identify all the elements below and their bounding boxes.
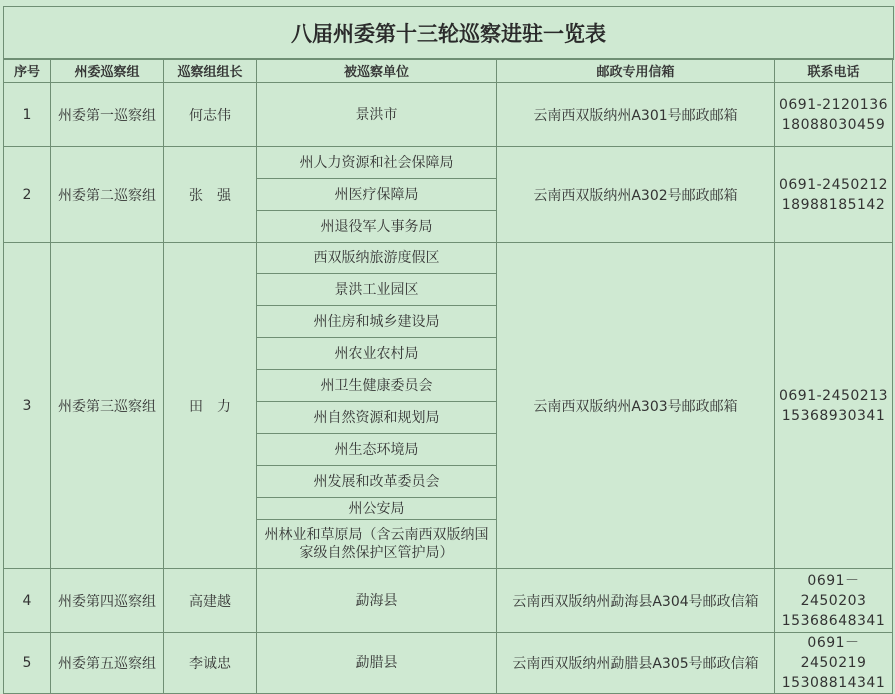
- phone-number: 0691-2450213: [778, 387, 889, 404]
- table-row: [4, 633, 893, 694]
- cell-units[interactable]: [257, 83, 497, 147]
- table-row: [4, 83, 893, 147]
- cell-team[interactable]: 州委第一巡察组: [51, 83, 164, 147]
- table-row: [4, 569, 893, 633]
- cell-phone[interactable]: [775, 147, 893, 243]
- cell-mailbox[interactable]: 云南西双版纳州A301号邮政邮箱: [497, 83, 775, 147]
- cell-phone[interactable]: [775, 83, 893, 147]
- unit-item: 景洪市: [355, 106, 398, 123]
- phone-number: 0691－2450203: [800, 572, 867, 609]
- phone-number: 0691-2450212: [778, 176, 889, 193]
- table-row: [4, 243, 893, 569]
- header-units: 被巡察单位: [257, 59, 497, 83]
- header-mailbox: 邮政专用信箱: [497, 59, 775, 83]
- phone-number: 18088030459: [781, 116, 886, 133]
- header-leader: 巡察组组长: [164, 59, 257, 83]
- cell-team[interactable]: 州委第四巡察组: [51, 569, 164, 633]
- cell-seq[interactable]: 1: [4, 83, 51, 147]
- header-phone: 联系电话: [775, 59, 893, 83]
- header-team: 州委巡察组: [51, 59, 164, 83]
- phone-number: 0691－2450219: [800, 635, 867, 671]
- header-seq: 序号: [4, 59, 51, 83]
- cell-team[interactable]: 州委第二巡察组: [51, 147, 164, 243]
- unit-item: 州生态环境局: [257, 434, 496, 466]
- phone-number: 15308814341: [781, 675, 886, 691]
- cell-seq[interactable]: 5: [4, 633, 51, 694]
- unit-item: 州医疗保障局: [257, 179, 496, 211]
- patrol-table: [3, 58, 893, 694]
- unit-item: 州农业农村局: [257, 338, 496, 370]
- unit-item: 勐海县: [355, 592, 398, 609]
- unit-item: 州住房和城乡建设局: [257, 306, 496, 338]
- header-row: [4, 59, 893, 83]
- cell-team[interactable]: 州委第五巡察组: [51, 633, 164, 694]
- cell-leader[interactable]: 李诚忠: [164, 633, 257, 694]
- cell-team[interactable]: 州委第三巡察组: [51, 243, 164, 569]
- unit-item: 州人力资源和社会保障局: [257, 147, 496, 179]
- cell-seq[interactable]: 3: [4, 243, 51, 569]
- unit-item: 州公安局: [257, 498, 496, 520]
- unit-item: 西双版纳旅游度假区: [257, 243, 496, 274]
- cell-units[interactable]: [257, 147, 497, 243]
- phone-number: 15368930341: [781, 407, 886, 424]
- cell-leader[interactable]: 何志伟: [164, 83, 257, 147]
- cell-leader[interactable]: 田 力: [164, 243, 257, 569]
- cell-units[interactable]: [257, 569, 497, 633]
- unit-item: 州发展和改革委员会: [257, 466, 496, 498]
- cell-units[interactable]: [257, 243, 497, 569]
- unit-item: 景洪工业园区: [257, 274, 496, 306]
- unit-item: 勐腊县: [355, 655, 398, 671]
- cell-phone[interactable]: [775, 633, 893, 694]
- cell-leader[interactable]: 高建越: [164, 569, 257, 633]
- cell-phone[interactable]: [775, 243, 893, 569]
- table-row: [4, 147, 893, 243]
- table-title: 八届州委第十三轮巡察进驻一览表: [3, 6, 894, 60]
- cell-leader[interactable]: 张 强: [164, 147, 257, 243]
- cell-phone[interactable]: [775, 569, 893, 633]
- unit-item: 州卫生健康委员会: [257, 370, 496, 402]
- unit-item: 州自然资源和规划局: [257, 402, 496, 434]
- unit-item: 州林业和草原局（含云南西双版纳国家级自然保护区管护局）: [264, 526, 489, 561]
- phone-number: 18988185142: [781, 196, 886, 213]
- unit-item: 州退役军人事务局: [320, 218, 433, 235]
- cell-mailbox[interactable]: 云南西双版纳州A303号邮政邮箱: [497, 243, 775, 569]
- cell-mailbox[interactable]: 云南西双版纳州勐腊县A305号邮政信箱: [497, 633, 775, 694]
- cell-units[interactable]: [257, 633, 497, 694]
- cell-seq[interactable]: 4: [4, 569, 51, 633]
- phone-number: 15368648341: [781, 612, 886, 629]
- cell-seq[interactable]: 2: [4, 147, 51, 243]
- cell-mailbox[interactable]: 云南西双版纳州勐海县A304号邮政信箱: [497, 569, 775, 633]
- cell-mailbox[interactable]: 云南西双版纳州A302号邮政邮箱: [497, 147, 775, 243]
- phone-number: 0691-2120136: [778, 96, 889, 113]
